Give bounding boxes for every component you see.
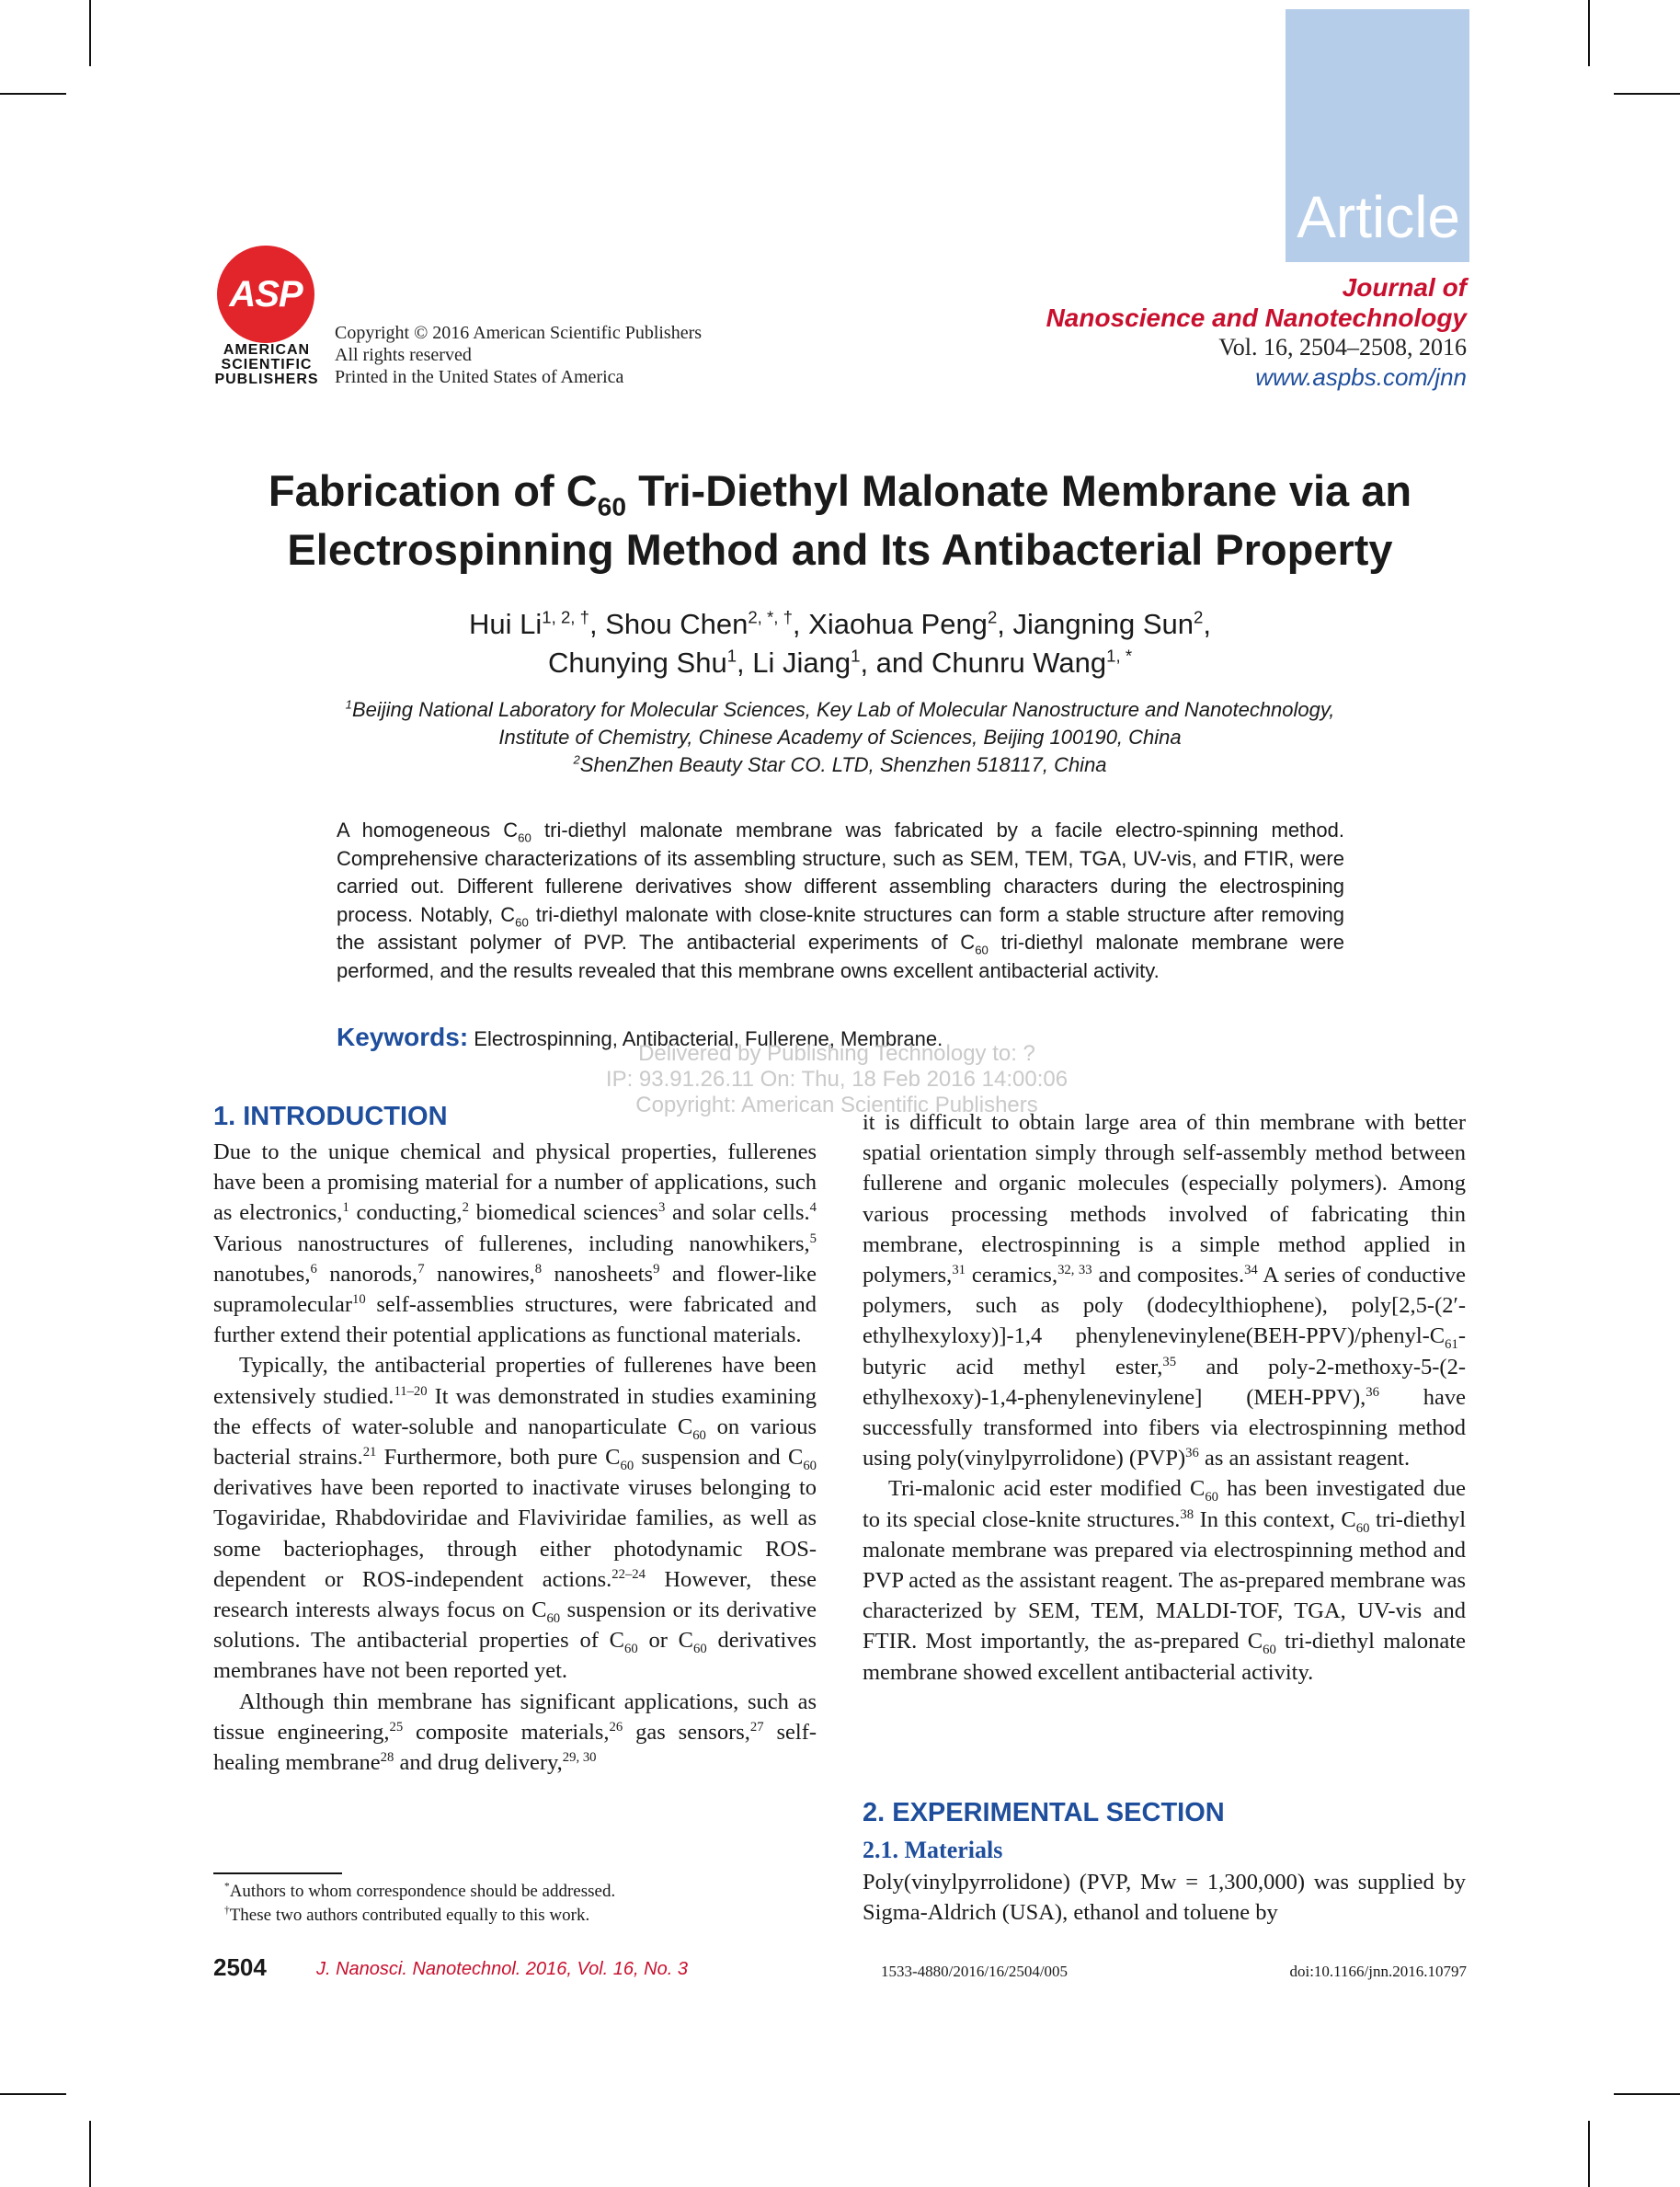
crop-mark (89, 0, 91, 66)
footnotes (224, 1880, 615, 1928)
crop-mark (1614, 2093, 1680, 2095)
author-affil: 1 (851, 646, 861, 666)
copyright-line: All rights reserved (335, 345, 472, 365)
crop-mark (1588, 0, 1590, 66)
issn: 1533-4880/2016/16/2504/005 (881, 1963, 1069, 1980)
publisher-line: SCIENTIFIC (221, 357, 313, 372)
watermark-line: Copyright: American Scientific Publishers (635, 1093, 1038, 1117)
footnote-divider (213, 1872, 342, 1874)
author-affil: 2 (987, 607, 998, 627)
publisher-line: PUBLISHERS (214, 372, 319, 387)
author-affil: 1, 2, † (542, 607, 589, 627)
paragraph: it is difficult to obtain large area of thin membrane with better spatial orientation simply through self-assembly method between fullerene and organic molecules (especially polymers). Among various processing methods involved of fabricating thin membrane, electrospinning is a simple method applied in polymers,$^{31}$ ceramics,$^{32, 33}$ and composites.$^{34}$ A series of conductive polymers, such as poly (dodecylthiophene), poly[2,5-(2′-ethylhexyloxy)]-1,4 $phenylenevinylene(BEH-PPV)/phenyl-C_{61}$-butyric acid methyl ester,$^{35}$ and poly-2-methoxy-5-(2-ethylhexoxy)-1,4-phenylenevinylene] (MEH-PPV),$^{36}$ have successfully transformed into fibers via electrospinning method using poly(vinylpyrrolidone) (PVP)$^{36}$ as an assistant reagent. (863, 1110, 1466, 1471)
author-affil: 1, * (1106, 646, 1133, 666)
copyright-line: Printed in the United States of America (335, 367, 624, 387)
journal-info (1046, 272, 1467, 393)
abstract-text: A homogeneous C (337, 819, 519, 842)
watermark-line: IP: 93.91.26.11 On: Thu, 18 Feb 2016 14:00:06 (605, 1067, 1069, 1092)
author-affil: 2 (1194, 607, 1204, 627)
crop-mark (0, 93, 66, 95)
title-text: Electrospinning Method and Its Antibacterial Property (287, 525, 1393, 574)
affiliation-text: ShenZhen Beauty Star CO. LTD, Shenzhen 518117, China (579, 753, 1107, 776)
page-number: 2504 (213, 1953, 267, 1981)
author-name: , and Chunru Wang (860, 647, 1107, 679)
author-name: , Jiangning Sun (997, 608, 1194, 640)
paper-title (147, 462, 1533, 579)
abstract (337, 817, 1344, 985)
affiliation-mark: 2 (573, 752, 580, 767)
footnote-mark: * (224, 1881, 230, 1893)
journal-name: Nanoscience and Nanotechnology (1046, 303, 1467, 332)
title-text: Fabrication of C (268, 466, 598, 515)
author-affil: 2, *, † (748, 607, 793, 627)
article-type-tab (1286, 9, 1469, 262)
asp-logo-mark: ASP (229, 273, 303, 315)
doi[interactable]: doi:10.1166/jnn.2016.10797 (1289, 1963, 1467, 1980)
subscript: 60 (518, 830, 531, 845)
crop-mark (1588, 2121, 1590, 2187)
paragraph: Although thin membrane has significant applications, such as tissue engineering,$^{25}$ composite materials,$^{26}$ gas sensors,$^{27}$ self-healing membrane$^{28}$ and drug delivery,$^{29, 30}$ (213, 1689, 817, 1776)
watermark-line: Delivered by Publishing Technology to: ? (638, 1041, 1035, 1066)
title-subscript: 60 (597, 491, 627, 521)
journal-url[interactable]: www.aspbs.com/jnn (1255, 363, 1467, 391)
publisher-line: AMERICAN (223, 342, 311, 358)
paragraph: Due to the unique chemical and physical properties, fullerenes have been a promising material for a number of applications, such as electronics,$^1$ conducting,$^2$ biomedical sciences$^3$ and solar cells.$^4$ Various nanostructures of fullerenes, including nanowhikers,$^5$ nanotubes,$^6$ nanorods,$^7$ nanowires,$^8$ nanosheets$^9$ and flower-like supramolecular$^{10}$ self-assemblies structures, were fabricated and further extend their potential applications as functional materials. (213, 1139, 817, 1348)
author-affil: 1 (726, 646, 737, 666)
materials-paragraph (863, 1867, 1466, 1928)
journal-volume: Vol. 16, 2504–2508, 2016 (1218, 334, 1467, 361)
author-name: Hui Li (469, 608, 543, 640)
subsection-heading-materials: 2.1. Materials (863, 1837, 1003, 1863)
author-name: , Xiaohua Peng (792, 608, 988, 640)
journal-citation: J. Nanosci. Nanotechnol. 2016, Vol. 16, No. 3 (316, 1959, 688, 1979)
author-name: Chunying Shu (547, 647, 727, 679)
right-column (863, 1107, 1466, 1688)
affiliation-text: Institute of Chemistry, Chinese Academy of Sciences, Beijing 100190, China (498, 726, 1182, 749)
author-list (147, 605, 1533, 682)
paragraph: Tri-malonic acid ester modified $C_{60}$ has been investigated due to its special close-knite structures.$^{38}$ In this context, $C_{60}$ tri-diethyl malonate membrane was prepared via electrospinning method and PVP acted as the assistant reagent. The as-prepared membrane was characterized by SEM, TEM, MALDI-TOF, TGA, UV-vis and FTIR. Most importantly, the as-prepared $C_{60}$ tri-diethyl malonate membrane showed excellent antibacterial activity. (863, 1476, 1467, 1685)
publisher-name (213, 343, 320, 387)
footnote-mark: † (224, 1905, 230, 1917)
left-column (213, 1137, 817, 1778)
title-text: Tri-Diethyl Malonate Membrane via an (626, 466, 1412, 515)
subscript: 60 (975, 943, 989, 957)
author-name: , Li Jiang (737, 647, 851, 679)
paragraph: Poly(vinylpyrrolidone) (PVP, Mw = 1,300,000) was supplied by Sigma-Aldrich (USA), ethanol and toluene by (863, 1870, 1466, 1926)
crop-mark (0, 2093, 66, 2095)
copyright-line: Copyright © 2016 American Scientific Publishers (335, 323, 703, 343)
footnote-text: Authors to whom correspondence should be addressed. (229, 1882, 616, 1901)
paragraph: Typically, the antibacterial properties of fullerenes have been extensively studied.$^{11-20}$ It was demonstrated in studies examining the effects of water-soluble and nanoparticulate $C_{60}$ on various bacterial strains.$^{21}$ Furthermore, both pure $C_{60}$ suspension and $C_{60}$ derivatives have been reported to inactivate viruses belonging to Togaviridae, Rhabdoviridae and Flaviviridae families, as well as some bacteriophages, through either photodynamic ROS-dependent or ROS-independent actions.$^{22-24}$ However, these research interests always focus on $C_{60}$ suspension or its derivative solutions. The antibacterial properties of $C_{60}$ or $C_{60}$ derivatives membranes have not been reported yet. (213, 1353, 817, 1684)
section-heading-experimental: 2. EXPERIMENTAL SECTION (863, 1798, 1225, 1827)
section-heading-introduction: 1. INTRODUCTION (213, 1102, 448, 1131)
author-separator: , (1203, 608, 1211, 640)
journal-name: Journal of (1342, 273, 1467, 302)
author-name: , Shou Chen (589, 608, 749, 640)
keywords-label: Keywords: (337, 1023, 469, 1051)
abstract-text: tri-diethyl malonate with close-knite structures can form a stable structure after removing the assistant polymer of PVP. The antibacterial experiments of C (337, 902, 1344, 954)
affiliation-text: Beijing National Laboratory for Molecular Sciences, Key Lab of Molecular Nanostructure and Nanotechnology, (351, 698, 1335, 721)
copyright-block (335, 322, 702, 388)
abstract-text: tri-diethyl malonate membrane were performed, and the results revealed that this membrane owns excellent antibacterial activity. (337, 931, 1344, 982)
affiliations (147, 696, 1533, 779)
keywords-text: Electrospinning, Antibacterial, Fullerene, Membrane. (474, 1027, 943, 1050)
abstract-text: tri-diethyl malonate membrane was fabricated by a facile electro-spinning method. Comprehensive characterizations of its assembling structure, such as SEM, TEM, TGA, UV-vis, and FTIR, were carried out. Different fullerene derivatives show different assembling characters during the electrospining process. Notably, C (337, 819, 1344, 926)
article-tab-label: Article (1297, 184, 1460, 250)
footnote-text: These two authors contributed equally to this work. (229, 1906, 590, 1925)
affiliation-mark: 1 (345, 697, 352, 712)
asp-logo (217, 246, 314, 343)
subscript: 60 (515, 914, 529, 929)
crop-mark (1614, 93, 1680, 95)
crop-mark (89, 2121, 91, 2187)
